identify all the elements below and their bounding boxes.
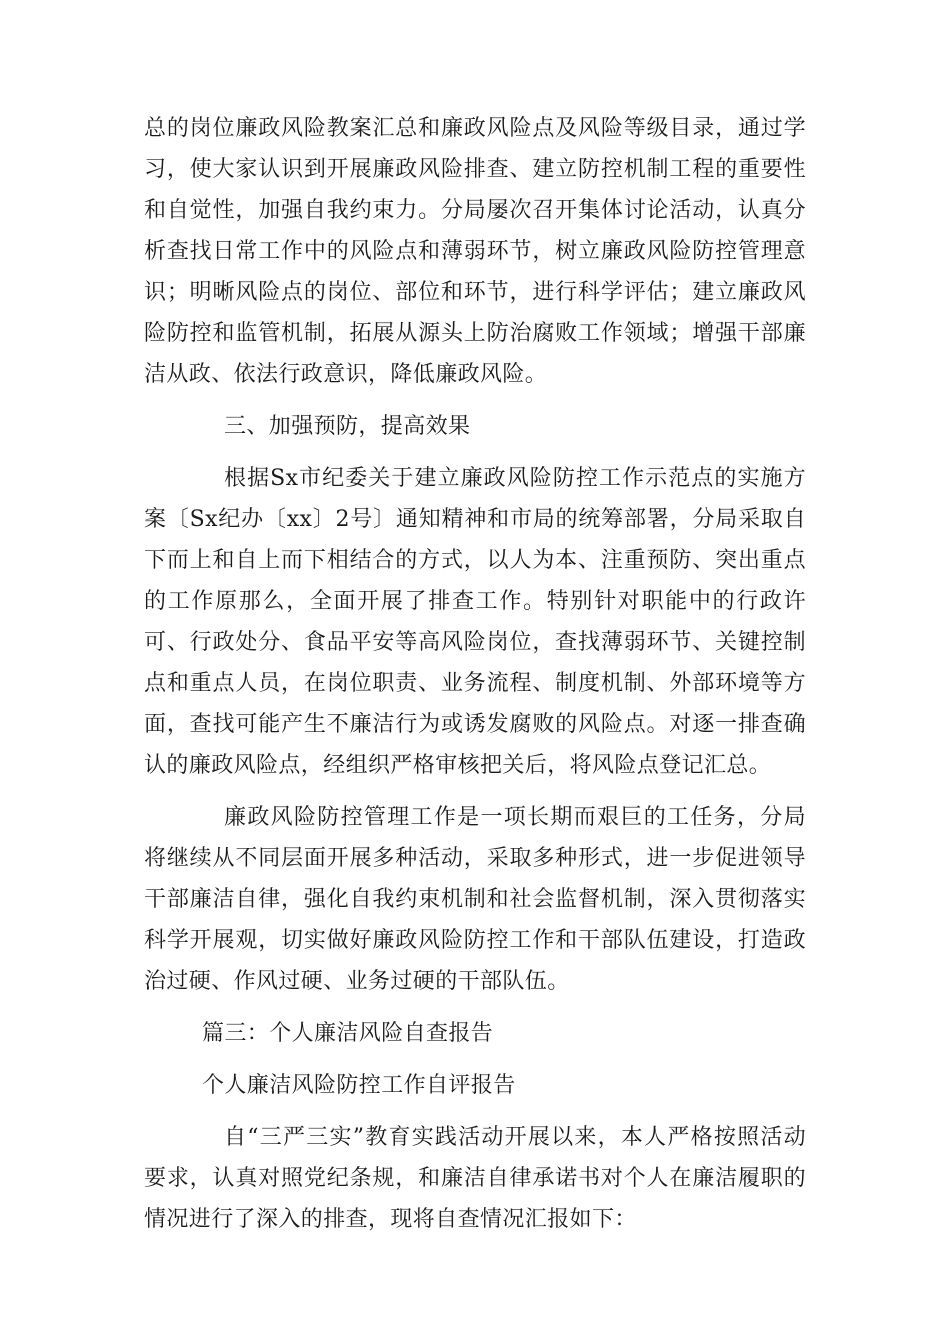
paragraph-prevention: 根据Sx市纪委关于建立廉政风险防控工作示范点的实施方案〔Sx纪办〔xx〕2号〕通知精神和市局的统筹部署，分局采取自下而上和自上而下相结合的方式，以人为本、注重预防、突出重点的工作原那么，全面开展了排查工作。特别针对职能中的行政许可、行政处分、食品平安等高风险岗位，查找薄弱环节、关键控制点和重点人员，在岗位职责、业务流程、制度机制、外部环境等方面，查找可能产生不廉洁行为或诱发腐败的风险点。对逐一排查确认的廉政风险点，经组织严格审核把关后，将风险点登记汇总。 (144, 466, 806, 778)
paragraph-long-term-work: 廉政风险防控管理工作是一项长期而艰巨的工任务，分局将继续从不同层面开展多种活动，采取多种形式，进一步促进领导干部廉洁自律，强化自我约束机制和社会监督机制，深入贯彻落实科学开展观，切实做好廉政风险防控工作和干部队伍建设，打造政治过硬、作风过硬、业务过硬的干部队伍。 (144, 805, 806, 994)
article-heading-three: 篇三：个人廉洁风险自查报告 (202, 1021, 494, 1046)
document-body (144, 108, 806, 1240)
paragraph-self-inspection: 自“三严三实”教育实践活动开展以来，本人严格按照活动要求，认真对照党纪条规，和廉洁自律承诺书对个人在廉洁履职的情况进行了深入的排查，现将自查情况汇报如下： (144, 1125, 806, 1232)
section-heading-three: 三、加强预防，提高效果 (224, 414, 471, 439)
paragraph-risk-learning: 总的岗位廉政风险教案汇总和廉政风险点及风险等级目录，通过学习，使大家认识到开展廉政风险排查、建立防控机制工程的重要性和自觉性，加强自我约束力。分局屡次召开集体讨论活动，认真分析查找日常工作中的风险点和薄弱环节，树立廉政风险防控管理意识；明晰风险点的岗位、部位和环节，进行科学评估；建立廉政风险防控和监管机制，拓展从源头上防治腐败工作领域；增强干部廉洁从政、依法行政意识，降低廉政风险。 (144, 116, 806, 387)
report-title: 个人廉洁风险防控工作自评报告 (202, 1073, 516, 1098)
